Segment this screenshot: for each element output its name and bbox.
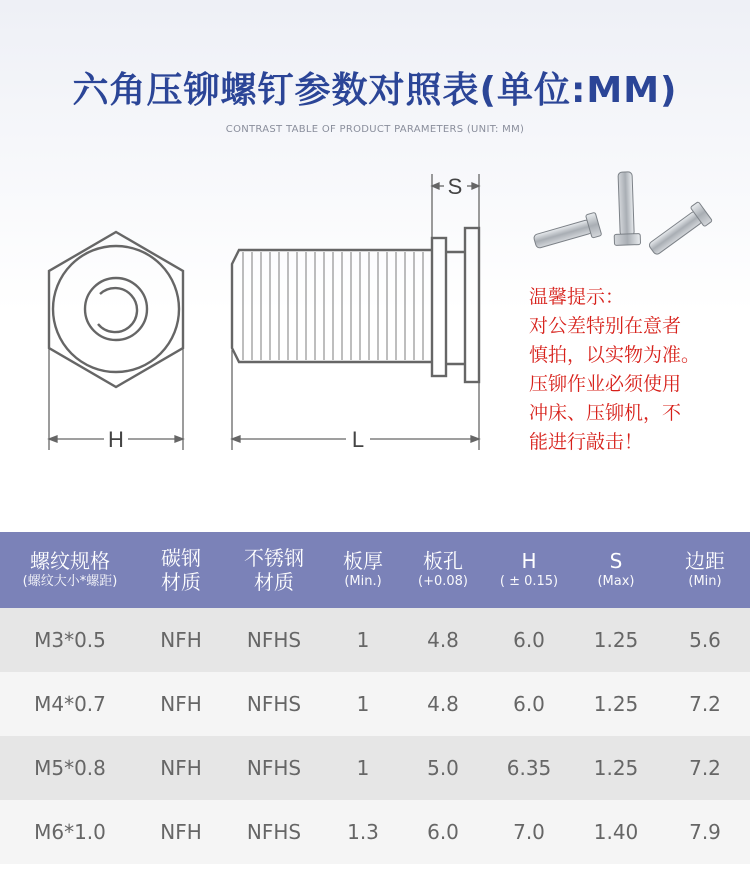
table-row — [0, 608, 750, 672]
thread-arc — [98, 288, 137, 332]
hex-outline — [49, 232, 183, 387]
cell-plate-hole: 4.8 — [427, 692, 459, 716]
label-l: L — [351, 427, 365, 452]
header-plate-hole: 板孔 (+0.08) — [418, 549, 468, 589]
cell-s: 1.25 — [593, 756, 639, 780]
cell-stainless-steel: NFHS — [246, 692, 302, 716]
cell-plate-thickness: 1 — [356, 692, 370, 716]
cell-carbon-steel: NFH — [160, 692, 202, 716]
table-row — [0, 736, 750, 800]
label-s: S — [447, 174, 463, 199]
side-head — [465, 228, 479, 382]
note-line: 对公差特别在意者 — [529, 315, 682, 337]
cell-stainless-steel: NFHS — [246, 628, 302, 652]
cell-s: 1.40 — [593, 820, 639, 844]
cell-edge-distance: 7.2 — [689, 692, 721, 716]
cell-plate-thickness: 1 — [356, 756, 370, 780]
table-header-row — [0, 532, 750, 608]
shank — [232, 250, 432, 362]
table-row — [0, 800, 750, 864]
note-line: 压铆作业必须使用 — [529, 373, 682, 395]
note-line: 温馨提示： — [529, 286, 625, 308]
cell-plate-hole: 4.8 — [427, 628, 459, 652]
parameter-table — [0, 532, 750, 864]
header-stainless-steel: 不锈钢 材质 — [244, 546, 304, 594]
cell-thread-spec: M4*0.7 — [34, 692, 106, 716]
cell-edge-distance: 7.9 — [689, 820, 721, 844]
cell-stainless-steel: NFHS — [246, 756, 302, 780]
cell-thread-spec: M5*0.8 — [34, 756, 106, 780]
cell-plate-hole: 6.0 — [427, 820, 459, 844]
cell-stainless-steel: NFHS — [246, 820, 302, 844]
cell-h: 7.0 — [513, 820, 545, 844]
table-row — [0, 672, 750, 736]
cell-plate-thickness: 1 — [356, 628, 370, 652]
side-flange — [432, 238, 446, 376]
header-carbon-steel: 碳钢 材质 — [161, 546, 201, 594]
cell-h: 6.0 — [513, 628, 545, 652]
cell-carbon-steel: NFH — [160, 756, 202, 780]
cell-plate-thickness: 1.3 — [347, 820, 379, 844]
cell-s: 1.25 — [593, 692, 639, 716]
note-line: 冲床、压铆机，不 — [529, 402, 682, 424]
cell-edge-distance: 5.6 — [689, 628, 721, 652]
header-edge-distance: 边距 (Min) — [685, 549, 725, 589]
note-line: 慎拍，以实物为准。 — [529, 344, 701, 366]
cell-plate-hole: 5.0 — [427, 756, 459, 780]
thread-lines — [243, 252, 423, 360]
warm-tip-note — [529, 283, 729, 457]
header-s: S (Max) — [597, 549, 635, 589]
cell-carbon-steel: NFH — [160, 628, 202, 652]
header-h: H ( ± 0.15) — [499, 549, 559, 589]
cell-thread-spec: M3*0.5 — [34, 628, 106, 652]
product-photo — [532, 172, 713, 260]
header-thread-spec: 螺纹规格 (螺纹大小*螺距) — [22, 549, 118, 589]
cell-edge-distance: 7.2 — [689, 756, 721, 780]
cell-h: 6.35 — [506, 756, 552, 780]
page-subtitle: CONTRAST TABLE OF PRODUCT PARAMETERS (UNIT: MM) — [225, 124, 525, 135]
header-plate-thickness: 板厚 (Min.) — [343, 549, 383, 589]
note-line: 能进行敲击！ — [529, 431, 644, 453]
cell-carbon-steel: NFH — [160, 820, 202, 844]
label-h: H — [108, 427, 124, 452]
cell-thread-spec: M6*1.0 — [34, 820, 106, 844]
cell-s: 1.25 — [593, 628, 639, 652]
hex-inner-circle — [53, 246, 179, 372]
page-title: 六角压铆螺钉参数对照表(单位:MM) — [72, 70, 678, 111]
cell-h: 6.0 — [513, 692, 545, 716]
